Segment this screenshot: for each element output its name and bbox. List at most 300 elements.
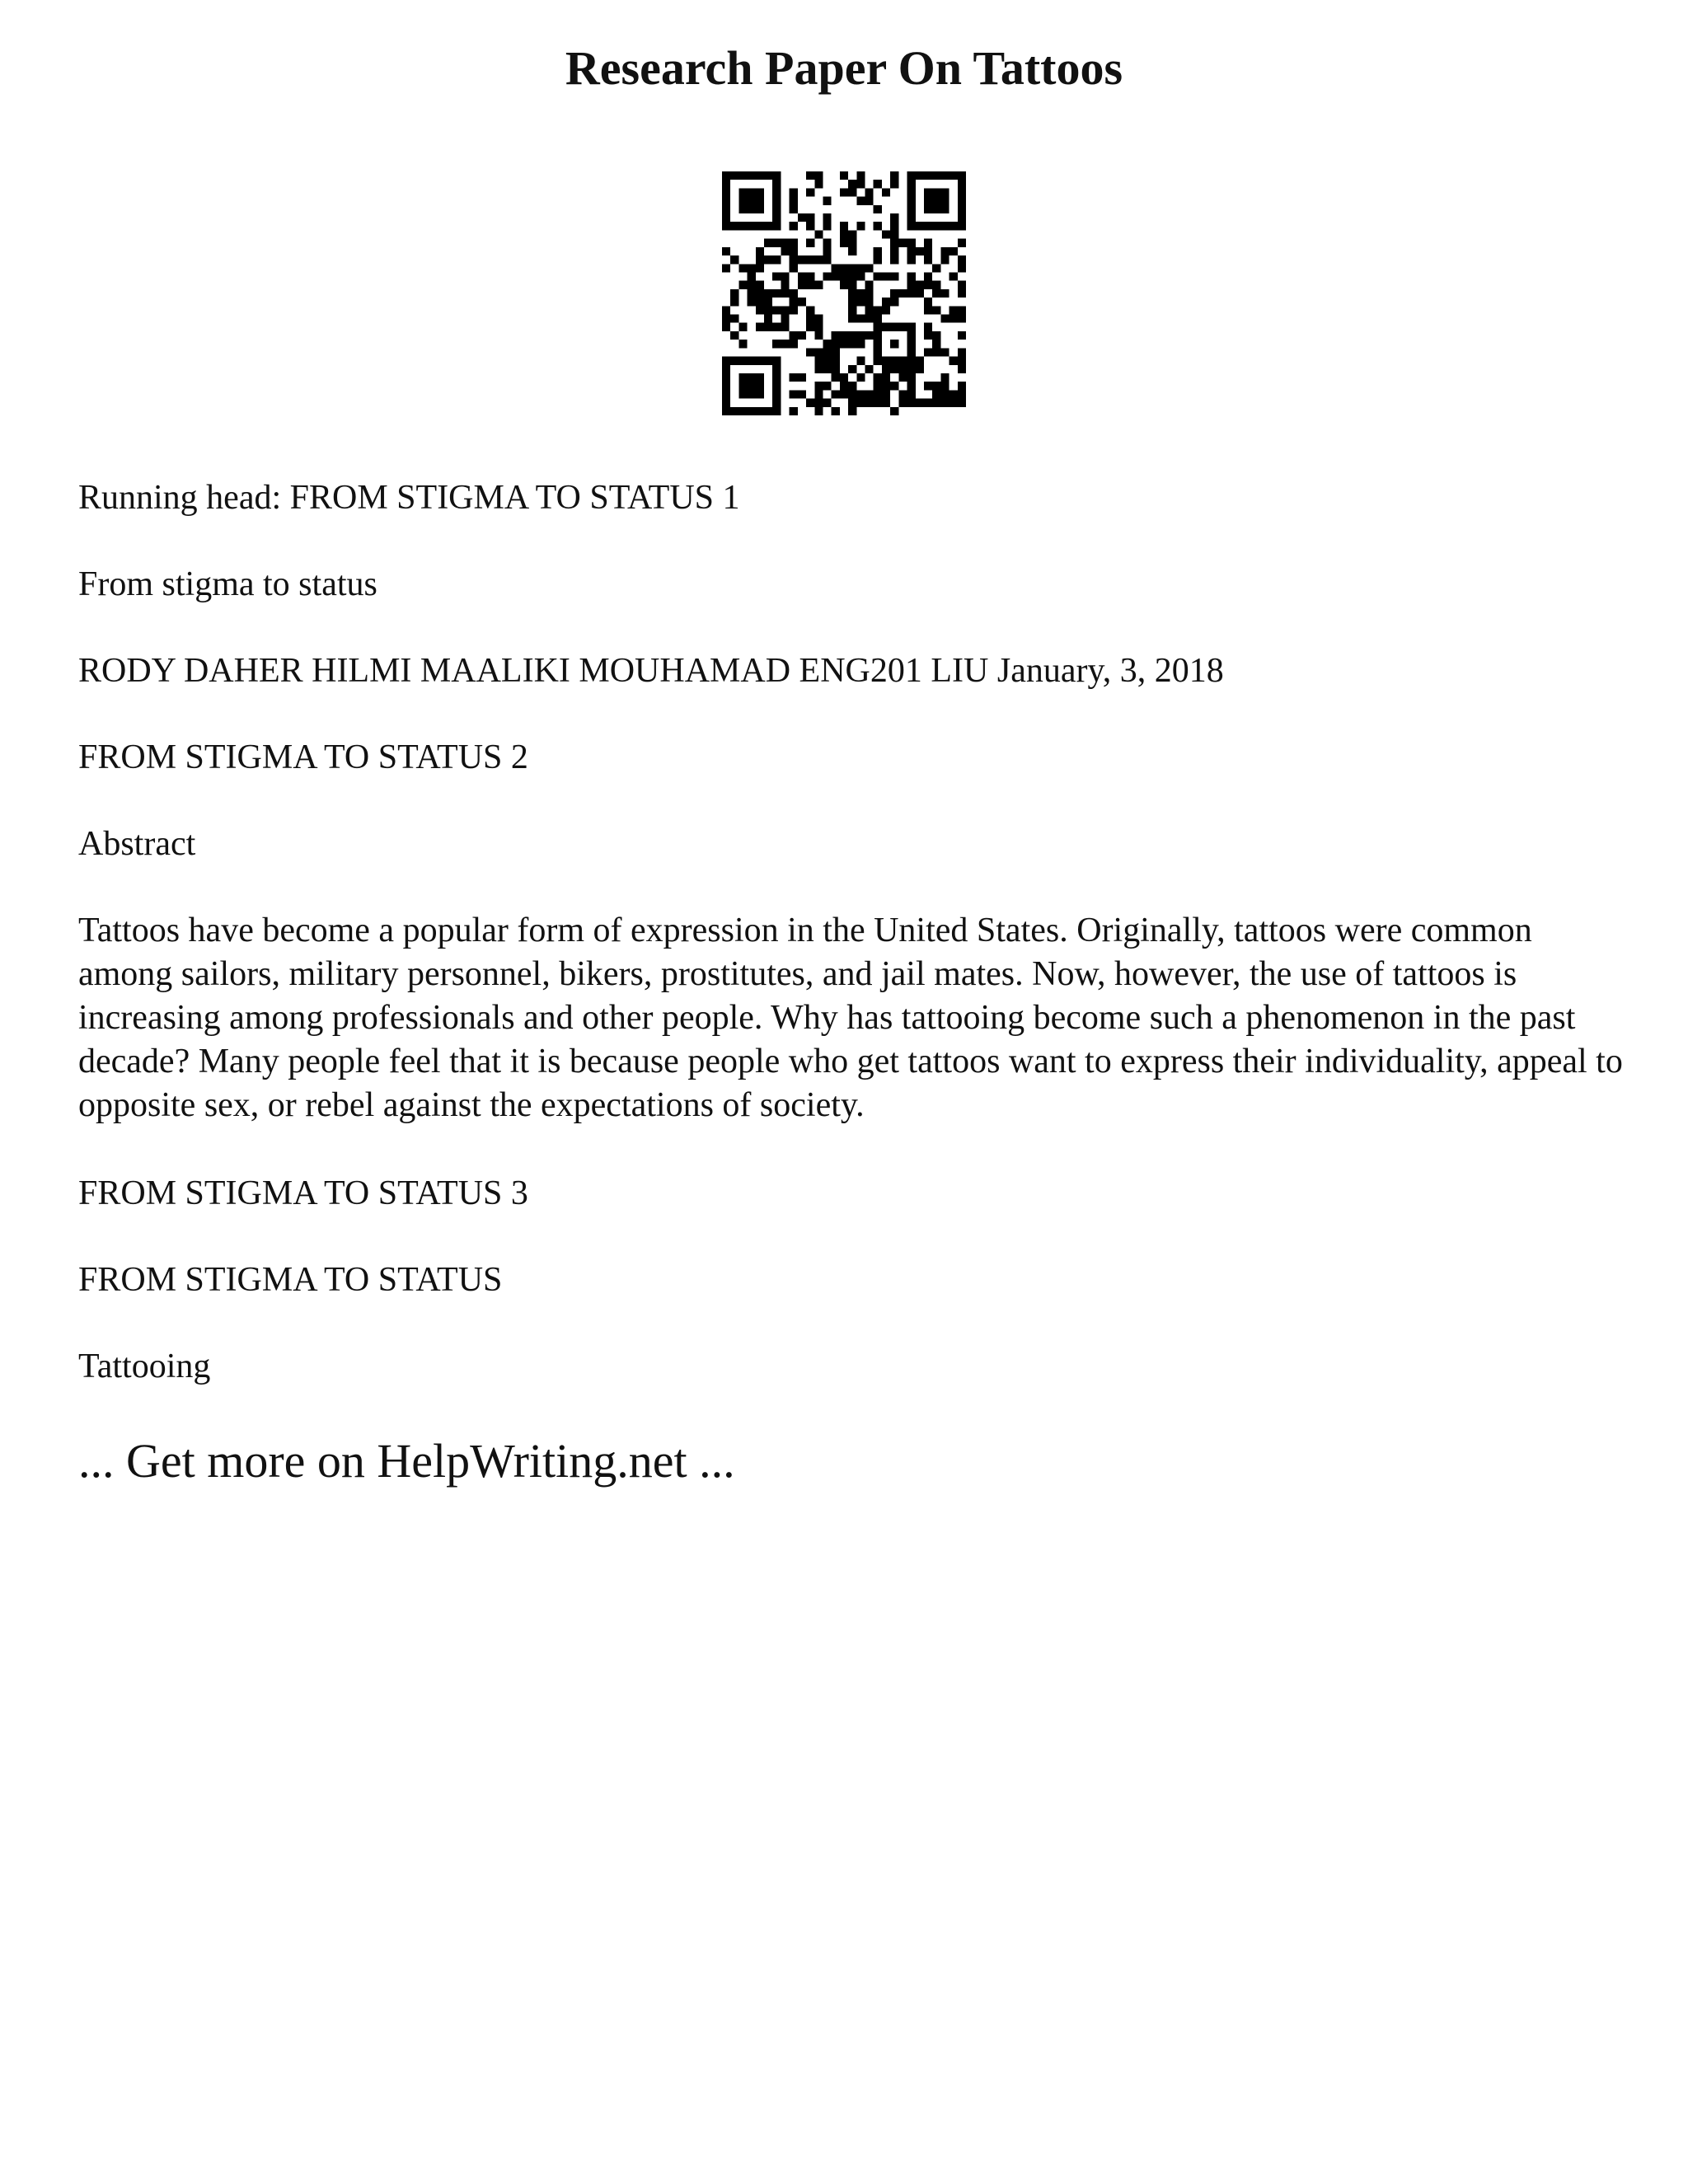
qr-module xyxy=(806,213,814,222)
qr-module xyxy=(924,298,932,306)
qr-module xyxy=(932,399,940,407)
qr-module xyxy=(924,247,932,255)
qr-module xyxy=(874,272,882,280)
abstract-text: Tattoos have become a popular form of expression in the United States. Originally, tattoos were common among sailors, military personnel, bikers, prostitutes, and jail mates. Now, however, the use of tattoos is increasing among professionals and other people. Why has tattooing become such a phenomenon in the past decade? Many people feel that it is because people who get tattoos want to express their individuality, appeal to opposite sex, or rebel against the expectations of society. xyxy=(78,912,1623,1124)
paper-title: From stigma to status xyxy=(78,565,377,603)
qr-module xyxy=(958,281,966,289)
qr-module xyxy=(756,298,764,306)
qr-module xyxy=(756,281,764,289)
qr-module xyxy=(738,382,747,390)
qr-module xyxy=(790,331,798,340)
qr-module xyxy=(958,357,966,365)
qr-module xyxy=(924,348,932,356)
qr-module xyxy=(748,281,756,289)
qr-module xyxy=(907,365,916,373)
qr-module xyxy=(764,315,772,323)
qr-module xyxy=(865,298,874,306)
qr-module xyxy=(756,197,764,205)
qr-module xyxy=(748,390,756,398)
qr-module xyxy=(722,222,730,230)
qr-module xyxy=(916,281,924,289)
qr-module xyxy=(932,390,940,398)
qr-module xyxy=(781,289,789,298)
qr-module xyxy=(924,382,932,390)
qr-module xyxy=(882,298,890,306)
qr-module xyxy=(940,222,949,230)
qr-module xyxy=(848,298,856,306)
page-header-2: FROM STIGMA TO STATUS 2 xyxy=(78,738,528,776)
qr-module xyxy=(781,340,789,348)
qr-module xyxy=(722,213,730,222)
qr-module xyxy=(748,205,756,213)
qr-module xyxy=(907,222,916,230)
qr-module xyxy=(756,264,764,272)
qr-module xyxy=(756,247,764,255)
qr-module xyxy=(748,382,756,390)
qr-module xyxy=(848,331,856,340)
qr-module xyxy=(940,205,949,213)
qr-module xyxy=(916,357,924,365)
qr-module xyxy=(738,390,747,398)
qr-module xyxy=(907,399,916,407)
qr-module xyxy=(907,213,916,222)
qr-module xyxy=(772,323,781,331)
qr-module xyxy=(748,298,756,306)
qr-module xyxy=(840,230,848,238)
qr-module xyxy=(840,382,848,390)
qr-module xyxy=(722,399,730,407)
page-header-3: FROM STIGMA TO STATUS 3 xyxy=(78,1174,528,1212)
qr-module xyxy=(722,171,730,180)
qr-module xyxy=(832,390,840,398)
qr-module xyxy=(848,281,856,289)
qr-module xyxy=(907,323,916,331)
qr-module xyxy=(738,222,747,230)
qr-module xyxy=(898,357,907,365)
qr-module xyxy=(756,289,764,298)
qr-module xyxy=(823,255,831,264)
qr-module xyxy=(756,357,764,365)
qr-module xyxy=(940,188,949,196)
qr-module xyxy=(814,281,823,289)
qr-module xyxy=(730,255,738,264)
qr-module xyxy=(756,373,764,382)
qr-module xyxy=(865,331,874,340)
qr-module xyxy=(882,272,890,280)
qr-module xyxy=(958,315,966,323)
qr-module xyxy=(907,180,916,188)
qr-module xyxy=(874,357,882,365)
qr-module xyxy=(865,390,874,398)
qr-module xyxy=(738,281,747,289)
qr-module xyxy=(958,382,966,390)
qr-module xyxy=(748,357,756,365)
qr-module xyxy=(823,272,831,280)
qr-module xyxy=(916,289,924,298)
qr-module xyxy=(756,390,764,398)
qr-module xyxy=(958,331,966,340)
qr-module xyxy=(790,340,798,348)
qr-module xyxy=(848,188,856,196)
qr-module xyxy=(748,272,756,280)
qr-module xyxy=(890,323,898,331)
qr-module xyxy=(874,373,882,382)
qr-module xyxy=(856,399,865,407)
qr-module xyxy=(856,340,865,348)
qr-module xyxy=(722,188,730,196)
qr-module xyxy=(932,331,940,340)
qr-module xyxy=(790,239,798,247)
qr-module xyxy=(924,239,932,247)
qr-module xyxy=(814,348,823,356)
qr-module xyxy=(814,171,823,180)
qr-module xyxy=(814,365,823,373)
qr-module xyxy=(756,382,764,390)
qr-module xyxy=(958,180,966,188)
qr-module xyxy=(832,348,840,356)
qr-module xyxy=(772,390,781,398)
qr-module xyxy=(806,399,814,407)
qr-module xyxy=(722,247,730,255)
qr-module xyxy=(890,365,898,373)
qr-module xyxy=(722,382,730,390)
qr-module xyxy=(840,188,848,196)
qr-module xyxy=(848,230,856,238)
qr-module xyxy=(730,222,738,230)
qr-module xyxy=(907,197,916,205)
qr-module xyxy=(823,222,831,230)
qr-module xyxy=(958,390,966,398)
qr-module xyxy=(958,197,966,205)
qr-module xyxy=(798,298,806,306)
qr-module xyxy=(748,373,756,382)
qr-module xyxy=(840,390,848,398)
qr-module xyxy=(848,239,856,247)
qr-module xyxy=(932,281,940,289)
qr-module xyxy=(823,365,831,373)
get-more-link[interactable]: ... Get more on HelpWriting.net ... xyxy=(78,1434,735,1488)
qr-module xyxy=(764,298,772,306)
qr-module xyxy=(790,407,798,415)
qr-module xyxy=(890,171,898,180)
qr-module xyxy=(882,323,890,331)
qr-module xyxy=(916,222,924,230)
qr-module xyxy=(940,247,949,255)
qr-module xyxy=(756,323,764,331)
qr-module xyxy=(772,171,781,180)
qr-module xyxy=(840,171,848,180)
qr-module xyxy=(932,306,940,314)
qr-module xyxy=(814,357,823,365)
qr-module xyxy=(781,247,789,255)
qr-module xyxy=(756,222,764,230)
qr-module xyxy=(958,239,966,247)
qr-module xyxy=(806,171,814,180)
qr-module xyxy=(856,272,865,280)
qr-module xyxy=(823,340,831,348)
qr-module xyxy=(848,340,856,348)
qr-module xyxy=(823,239,831,247)
qr-module xyxy=(748,188,756,196)
qr-module xyxy=(772,399,781,407)
qr-module xyxy=(898,373,907,382)
qr-module xyxy=(790,205,798,213)
qr-module xyxy=(890,180,898,188)
qr-module xyxy=(898,390,907,398)
qr-module xyxy=(738,357,747,365)
qr-module xyxy=(840,340,848,348)
qr-module xyxy=(882,382,890,390)
qr-module xyxy=(806,255,814,264)
qr-module xyxy=(748,289,756,298)
qr-module xyxy=(730,171,738,180)
qr-module xyxy=(748,264,756,272)
qr-module xyxy=(874,331,882,340)
qr-module xyxy=(722,407,730,415)
qr-module xyxy=(840,373,848,382)
qr-module xyxy=(848,390,856,398)
qr-module xyxy=(907,340,916,348)
qr-module xyxy=(756,171,764,180)
qr-module xyxy=(940,348,949,356)
qr-module xyxy=(874,222,882,230)
qr-module xyxy=(865,197,874,205)
qr-module xyxy=(958,213,966,222)
qr-module xyxy=(832,357,840,365)
qr-module xyxy=(790,247,798,255)
qr-module xyxy=(882,373,890,382)
qr-module xyxy=(806,281,814,289)
qr-module xyxy=(856,264,865,272)
qr-module xyxy=(738,264,747,272)
qr-module xyxy=(932,382,940,390)
qr-module xyxy=(814,382,823,390)
qr-module xyxy=(907,281,916,289)
qr-module xyxy=(756,205,764,213)
qr-module xyxy=(898,365,907,373)
qr-module xyxy=(916,247,924,255)
qr-module xyxy=(848,180,856,188)
qr-module xyxy=(924,399,932,407)
qr-module xyxy=(814,399,823,407)
qr-module xyxy=(958,255,966,264)
qr-module xyxy=(940,382,949,390)
qr-module xyxy=(772,197,781,205)
qr-module xyxy=(738,188,747,196)
qr-module xyxy=(772,180,781,188)
qr-module xyxy=(781,306,789,314)
qr-module xyxy=(907,247,916,255)
qr-module xyxy=(772,340,781,348)
qr-module xyxy=(730,298,738,306)
qr-module xyxy=(832,365,840,373)
qr-module xyxy=(738,171,747,180)
qr-module xyxy=(874,247,882,255)
qr-module xyxy=(907,255,916,264)
qr-module xyxy=(730,407,738,415)
qr-module xyxy=(764,239,772,247)
qr-module xyxy=(932,197,940,205)
qr-module xyxy=(907,289,916,298)
qr-module xyxy=(823,399,831,407)
qr-module xyxy=(856,315,865,323)
page-title: Research Paper On Tattoos xyxy=(565,41,1123,95)
qr-module xyxy=(772,272,781,280)
qr-module xyxy=(806,306,814,314)
qr-module xyxy=(856,331,865,340)
qr-module xyxy=(806,239,814,247)
qr-module xyxy=(890,247,898,255)
qr-module xyxy=(916,365,924,373)
qr-module xyxy=(806,323,814,331)
qr-module xyxy=(907,348,916,356)
qr-module xyxy=(814,315,823,323)
qr-module xyxy=(890,239,898,247)
qr-module xyxy=(950,222,958,230)
qr-module xyxy=(756,306,764,314)
qr-module xyxy=(722,357,730,365)
qr-module xyxy=(856,197,865,205)
qr-module xyxy=(958,289,966,298)
qr-module xyxy=(798,272,806,280)
qr-module xyxy=(932,264,940,272)
qr-module xyxy=(722,264,730,272)
qr-module xyxy=(798,390,806,398)
qr-module xyxy=(940,171,949,180)
qr-module xyxy=(924,306,932,314)
document-body xyxy=(78,476,1628,1432)
qr-module xyxy=(950,390,958,398)
qr-module xyxy=(932,205,940,213)
qr-module xyxy=(790,222,798,230)
qr-module xyxy=(856,289,865,298)
qr-module xyxy=(932,289,940,298)
qr-module xyxy=(832,340,840,348)
qr-module xyxy=(840,222,848,230)
qr-module xyxy=(823,357,831,365)
qr-module xyxy=(832,373,840,382)
qr-module xyxy=(738,205,747,213)
qr-module xyxy=(890,289,898,298)
qr-module xyxy=(898,399,907,407)
qr-module xyxy=(950,171,958,180)
qr-module xyxy=(940,373,949,382)
qr-module xyxy=(814,230,823,238)
qr-module xyxy=(865,289,874,298)
qr-module xyxy=(865,306,874,314)
qr-module xyxy=(772,222,781,230)
qr-module xyxy=(950,315,958,323)
qr-module xyxy=(840,264,848,272)
qr-module xyxy=(924,197,932,205)
qr-module xyxy=(806,222,814,230)
qr-module xyxy=(940,289,949,298)
qr-module xyxy=(898,239,907,247)
qr-module xyxy=(814,180,823,188)
qr-module xyxy=(772,365,781,373)
qr-module xyxy=(722,373,730,382)
qr-module xyxy=(814,323,823,331)
qr-module xyxy=(790,306,798,314)
qr-module xyxy=(764,289,772,298)
qr-module xyxy=(730,315,738,323)
qr-module xyxy=(772,239,781,247)
qr-module xyxy=(940,315,949,323)
qr-module xyxy=(772,382,781,390)
qr-module xyxy=(790,373,798,382)
qr-module xyxy=(907,331,916,340)
qr-module xyxy=(907,373,916,382)
qr-module xyxy=(790,390,798,398)
qr-module xyxy=(874,390,882,398)
qr-module xyxy=(907,272,916,280)
qr-module xyxy=(865,264,874,272)
qr-module xyxy=(890,357,898,365)
qr-module xyxy=(958,348,966,356)
qr-module xyxy=(882,188,890,196)
qr-module xyxy=(840,272,848,280)
qr-module xyxy=(781,239,789,247)
abstract-heading: Abstract xyxy=(78,825,196,863)
qr-module xyxy=(772,407,781,415)
qr-module xyxy=(722,390,730,398)
qr-module xyxy=(856,390,865,398)
qr-module xyxy=(748,171,756,180)
qr-module xyxy=(730,357,738,365)
qr-module xyxy=(882,399,890,407)
qr-module xyxy=(722,323,730,331)
qr-module xyxy=(772,289,781,298)
qr-module xyxy=(898,289,907,298)
qr-module xyxy=(814,407,823,415)
qr-module xyxy=(823,348,831,356)
qr-module xyxy=(756,255,764,264)
qr-module xyxy=(924,281,932,289)
qr-module xyxy=(772,373,781,382)
qr-module xyxy=(882,390,890,398)
qr-module xyxy=(756,188,764,196)
qr-module xyxy=(848,407,856,415)
qr-module xyxy=(874,315,882,323)
qr-module xyxy=(874,255,882,264)
qr-module xyxy=(781,315,789,323)
qr-module xyxy=(890,407,898,415)
qr-module xyxy=(764,222,772,230)
qr-module xyxy=(832,407,840,415)
qr-module xyxy=(722,306,730,314)
qr-module xyxy=(848,315,856,323)
qr-module xyxy=(722,197,730,205)
section-heading: Tattooing xyxy=(78,1347,211,1385)
qr-module xyxy=(790,289,798,298)
qr-module xyxy=(748,407,756,415)
qr-module xyxy=(924,205,932,213)
qr-module xyxy=(865,365,874,373)
qr-module xyxy=(882,230,890,238)
qr-module xyxy=(764,323,772,331)
qr-module xyxy=(814,390,823,398)
qr-module xyxy=(940,390,949,398)
qr-module xyxy=(798,213,806,222)
qr-module xyxy=(832,272,840,280)
qr-module xyxy=(874,323,882,331)
qr-module xyxy=(865,399,874,407)
qr-module xyxy=(738,373,747,382)
author-line: RODY DAHER HILMI MAALIKI MOUHAMAD ENG201 LIU January, 3, 2018 xyxy=(78,652,1224,690)
qr-module xyxy=(874,382,882,390)
qr-module xyxy=(730,289,738,298)
qr-module xyxy=(764,171,772,180)
